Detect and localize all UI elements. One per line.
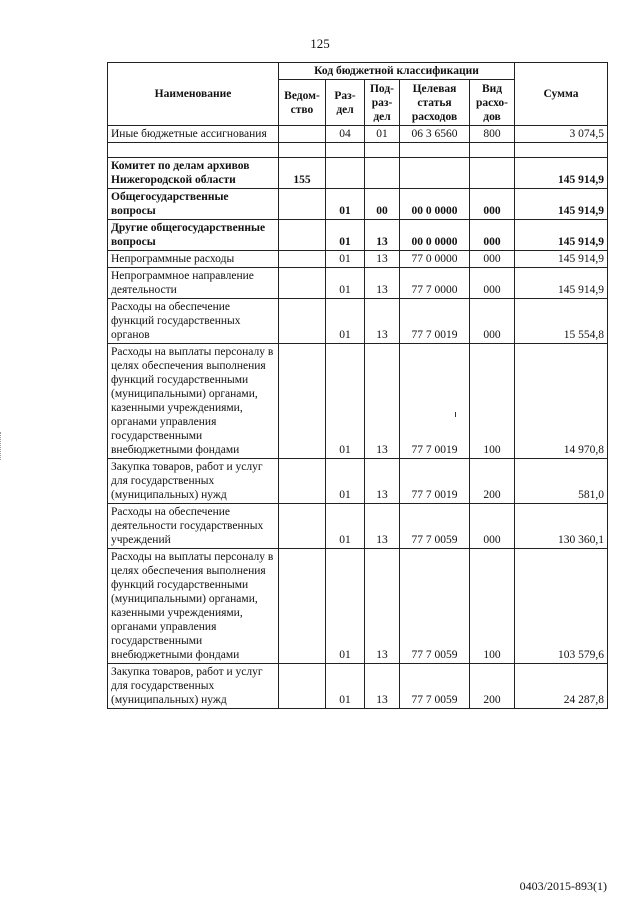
row-sum: 145 914,9 xyxy=(515,251,608,268)
row-dept xyxy=(279,504,326,549)
row-subsection: 00 xyxy=(365,189,400,220)
row-sum: 581,0 xyxy=(515,459,608,504)
row-section: 01 xyxy=(326,268,365,299)
row-name: Расходы на обеспечение функций государственных органов xyxy=(108,299,279,344)
row-name: Расходы на обеспечение деятельности государственных учреждений xyxy=(108,504,279,549)
row-target: 00 0 0000 xyxy=(400,189,470,220)
row-subsection: 13 xyxy=(365,251,400,268)
row-subsection: 13 xyxy=(365,220,400,251)
row-dept xyxy=(279,268,326,299)
table-row xyxy=(108,549,608,664)
header-code-group: Код бюджетной классификации xyxy=(279,63,515,80)
table-row xyxy=(108,158,608,189)
row-section: 01 xyxy=(326,220,365,251)
row-exp-type: 200 xyxy=(470,459,515,504)
header-sum: Сумма xyxy=(515,63,608,126)
row-dept xyxy=(279,299,326,344)
table-row xyxy=(108,344,608,459)
scan-speck xyxy=(455,412,456,417)
row-exp-type: 000 xyxy=(470,251,515,268)
row-target xyxy=(400,158,470,189)
row-dept xyxy=(279,251,326,268)
row-target: 77 7 0059 xyxy=(400,549,470,664)
row-sum: 145 914,9 xyxy=(515,268,608,299)
row-subsection: 13 xyxy=(365,664,400,709)
row-target: 77 7 0059 xyxy=(400,504,470,549)
row-sum: 14 970,8 xyxy=(515,344,608,459)
row-sum: 103 579,6 xyxy=(515,549,608,664)
row-subsection: 13 xyxy=(365,299,400,344)
row-name: Непрограммные расходы xyxy=(108,251,279,268)
table-row xyxy=(108,126,608,143)
row-subsection: 13 xyxy=(365,344,400,459)
row-exp-type: 000 xyxy=(470,189,515,220)
row-target: 06 3 6560 xyxy=(400,126,470,143)
row-exp-type: 100 xyxy=(470,549,515,664)
row-name: Комитет по делам архивов Нижегородской области xyxy=(108,158,279,189)
row-target: 77 0 0000 xyxy=(400,251,470,268)
header-subsection: Под-раз-дел xyxy=(365,80,400,126)
table-header xyxy=(108,63,608,126)
header-exp-type: Вид расхо-дов xyxy=(470,80,515,126)
row-exp-type: 000 xyxy=(470,220,515,251)
row-sum: 24 287,8 xyxy=(515,664,608,709)
row-sum: 145 914,9 xyxy=(515,158,608,189)
row-target: 77 7 0000 xyxy=(400,268,470,299)
row-subsection xyxy=(365,143,400,158)
row-subsection xyxy=(365,158,400,189)
row-dept xyxy=(279,126,326,143)
row-sum: 145 914,9 xyxy=(515,189,608,220)
row-section: 04 xyxy=(326,126,365,143)
row-exp-type xyxy=(470,143,515,158)
row-section: 01 xyxy=(326,299,365,344)
row-dept xyxy=(279,459,326,504)
table-row xyxy=(108,459,608,504)
document-code: 0403/2015-893(1) xyxy=(519,879,607,893)
row-name: Расходы на выплаты персоналу в целях обеспечения выполнения функций государственными (муниципальными) органами, казенными учреждениями, органами управления государственными внебюджетными фондами xyxy=(108,344,279,459)
row-dept xyxy=(279,664,326,709)
row-name xyxy=(108,143,279,158)
row-name: Иные бюджетные ассигнования xyxy=(108,126,279,143)
page-number: 125 xyxy=(310,36,330,51)
row-name: Непрограммное направление деятельности xyxy=(108,268,279,299)
row-exp-type: 000 xyxy=(470,299,515,344)
row-exp-type: 000 xyxy=(470,504,515,549)
row-subsection: 13 xyxy=(365,268,400,299)
table-row xyxy=(108,664,608,709)
row-target: 77 7 0019 xyxy=(400,459,470,504)
header-name: Наименование xyxy=(108,63,279,126)
row-section: 01 xyxy=(326,189,365,220)
row-exp-type: 000 xyxy=(470,268,515,299)
row-dept xyxy=(279,220,326,251)
row-sum: 145 914,9 xyxy=(515,220,608,251)
row-subsection: 13 xyxy=(365,504,400,549)
row-sum xyxy=(515,143,608,158)
row-target: 00 0 0000 xyxy=(400,220,470,251)
row-dept xyxy=(279,344,326,459)
row-subsection: 13 xyxy=(365,459,400,504)
row-sum: 15 554,8 xyxy=(515,299,608,344)
budget-table xyxy=(107,62,608,709)
row-section: 01 xyxy=(326,549,365,664)
row-sum: 130 360,1 xyxy=(515,504,608,549)
row-name: Закупка товаров, работ и услуг для государственных (муниципальных) нужд xyxy=(108,459,279,504)
row-section: 01 xyxy=(326,459,365,504)
row-dept xyxy=(279,189,326,220)
row-target: 77 7 0059 xyxy=(400,664,470,709)
table-row xyxy=(108,251,608,268)
row-exp-type xyxy=(470,158,515,189)
row-exp-type: 200 xyxy=(470,664,515,709)
row-section: 01 xyxy=(326,664,365,709)
table-row xyxy=(108,268,608,299)
row-subsection: 13 xyxy=(365,549,400,664)
row-target xyxy=(400,143,470,158)
scan-margin-mark xyxy=(0,432,4,460)
table-row xyxy=(108,143,608,158)
table-row xyxy=(108,220,608,251)
row-subsection: 01 xyxy=(365,126,400,143)
row-section xyxy=(326,158,365,189)
row-section: 01 xyxy=(326,251,365,268)
row-exp-type: 100 xyxy=(470,344,515,459)
row-section: 01 xyxy=(326,504,365,549)
table-row xyxy=(108,189,608,220)
table-row xyxy=(108,504,608,549)
row-dept xyxy=(279,549,326,664)
row-name: Расходы на выплаты персоналу в целях обеспечения выполнения функций государственными (муниципальными) органами, казенными учреждениями, органами управления государственными внебюджетными фондами xyxy=(108,549,279,664)
table-row xyxy=(108,299,608,344)
header-target: Целевая статья расходов xyxy=(400,80,470,126)
row-section xyxy=(326,143,365,158)
row-name: Закупка товаров, работ и услуг для государственных (муниципальных) нужд xyxy=(108,664,279,709)
row-exp-type: 800 xyxy=(470,126,515,143)
row-dept: 155 xyxy=(279,158,326,189)
row-target: 77 7 0019 xyxy=(400,299,470,344)
row-sum: 3 074,5 xyxy=(515,126,608,143)
row-target: 77 7 0019 xyxy=(400,344,470,459)
row-name: Общегосударственные вопросы xyxy=(108,189,279,220)
row-name: Другие общегосударственные вопросы xyxy=(108,220,279,251)
row-section: 01 xyxy=(326,344,365,459)
row-dept xyxy=(279,143,326,158)
header-section: Раз-дел xyxy=(326,80,365,126)
table-body xyxy=(108,126,608,709)
header-dept: Ведом-ство xyxy=(279,80,326,126)
